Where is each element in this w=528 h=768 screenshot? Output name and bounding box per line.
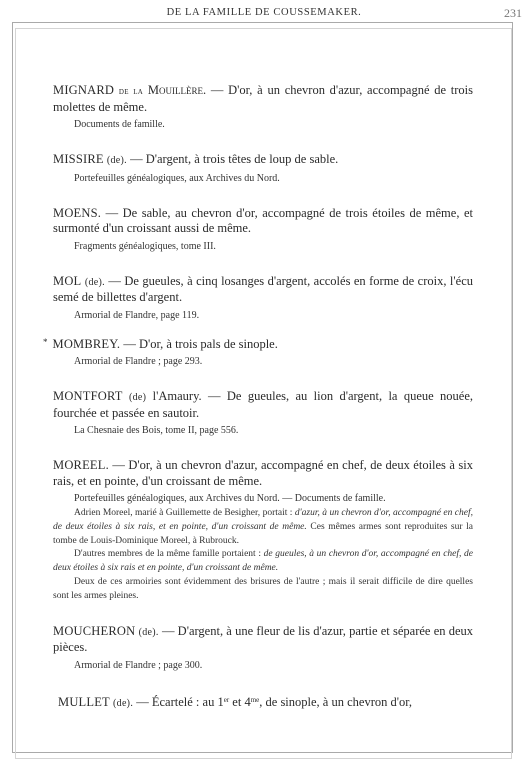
family-name: MIGNARD	[53, 83, 115, 97]
running-title: DE LA FAMILLE DE COUSSEMAKER.	[166, 7, 362, 18]
name-particle: (de).	[106, 155, 127, 166]
family-name: MONTFORT	[53, 389, 123, 403]
person-name: Moreel	[102, 508, 131, 518]
entry-missire	[53, 152, 473, 186]
note-text: Ces mêmes armes sont reproduites sur la tombe de Louis-Dominique	[53, 521, 473, 546]
source-reference: Documents de famille.	[74, 119, 165, 130]
running-header	[0, 4, 528, 22]
note-text: , à Rubrouck.	[187, 535, 240, 546]
source-reference: Armorial de Flandre, page 119.	[74, 309, 200, 321]
family-name: MOENS.	[53, 205, 102, 220]
blazon: — Écartelé : au 1	[133, 694, 224, 709]
blazon: — D'or, à trois pals de sinople.	[120, 336, 278, 351]
family-name: MULLET	[58, 694, 110, 709]
entry-moens	[53, 206, 473, 254]
note-text: D'autres membres de la même famille portaient :	[74, 549, 264, 560]
entry-mullet	[53, 695, 473, 712]
note-text: , marié à Guillemette	[130, 508, 213, 518]
entry-heading	[53, 695, 473, 712]
blazon: , de sinople, à un chevron d'or,	[259, 694, 413, 709]
blazon-italic: d'azur, à un chevron d'or, accompagné en chef, de deux étoiles à six rais, et en pointe, d'un croissant de même.	[53, 508, 474, 532]
note-text: , portait :	[257, 508, 295, 518]
blazon: et 4	[229, 694, 251, 709]
entry-montfort	[53, 389, 473, 438]
note-adrien-moreel	[53, 507, 473, 548]
name-particle: (de).	[84, 276, 105, 288]
source-reference: La Chesnaie des Bois, tome II, page 556.	[74, 425, 239, 436]
note-text: Adrien	[74, 508, 103, 518]
blazon: — D'argent, à une fleur de lis d'azur, partie et séparée en deux pièces.	[53, 623, 474, 655]
source-reference: Armorial de Flandre ; page 300.	[74, 659, 203, 671]
source-reference: Armorial de Flandre ; page 293.	[74, 356, 203, 367]
entry-mignard	[53, 83, 473, 132]
superscript: er	[223, 695, 230, 704]
entry-heading	[53, 389, 473, 421]
entry-heading	[43, 335, 473, 353]
source-reference: Fragments généalogiques, tome III.	[74, 240, 216, 252]
page-number: 231	[504, 6, 522, 20]
blazon: — D'or, à un chevron d'azur, accompagné de trois molettes de même.	[53, 83, 474, 114]
family-name: MOL	[53, 273, 82, 288]
note-brisures: Deux de ces armoiries sont évidemment des brisures de l'autre ; mais il serait difficile de dire quelles sont les armes pleines.	[53, 576, 473, 601]
family-name: MISSIRE	[53, 152, 104, 166]
note-other-members	[53, 548, 473, 576]
page-body	[43, 83, 474, 711]
blazon: — D'argent, à trois têtes de loup de sable.	[126, 152, 339, 166]
entry-moreel	[53, 458, 473, 604]
superscript: me	[250, 695, 260, 704]
family-name: MOUCHERON	[53, 623, 136, 638]
name-particle: (de)	[128, 392, 147, 403]
family-name: MOREEL.	[53, 458, 109, 472]
blazon: — De gueules, à cinq losanges d'argent, accolés en forme de croix, l'écu semé de billettes d'argent.	[53, 273, 473, 304]
source-reference: Portefeuilles généalogiques, aux Archives du Nord.	[74, 172, 280, 184]
blazon: — D'or, à un chevron d'azur, accompagné en chef, de deux étoiles à six rais, et en pointe, d'un croissant de même.	[53, 458, 473, 488]
entry-heading	[53, 152, 473, 169]
name-particle: de la	[118, 86, 144, 97]
family-name: MOMBREY.	[52, 336, 121, 351]
entry-mombrey	[43, 335, 473, 370]
entry-heading	[53, 83, 473, 115]
blazon: — De sable, au chevron d'or, accompagné de trois étoiles de même, et surmonté d'un croissant aussi de même.	[53, 205, 473, 235]
entry-heading	[53, 458, 473, 489]
entry-moucheron	[53, 624, 473, 673]
blazon: l'Amaury. — De gueules, au lion d'argent, la queue nouée, fourchée et passée en sautoir.	[53, 389, 474, 420]
person-name: Moreel	[160, 535, 188, 546]
entry-heading	[53, 206, 473, 237]
place-name: Mouillère.	[147, 83, 207, 97]
marker-asterisk: *	[43, 336, 48, 347]
name-particle: (de).	[138, 626, 159, 638]
name-particle: (de).	[113, 697, 134, 709]
entry-heading	[53, 624, 473, 656]
source-reference: Portefeuilles généalogiques, aux Archives du Nord. — Documents de famille.	[74, 493, 386, 504]
person-name: de Besigher	[213, 508, 258, 518]
blazon-italic: de gueules, à un chevron d'or, accompagné en chef, de deux étoiles à six rais et en pointe, d'un croissant de même.	[53, 549, 474, 574]
entry-mol	[53, 274, 473, 323]
entry-heading	[53, 274, 473, 306]
